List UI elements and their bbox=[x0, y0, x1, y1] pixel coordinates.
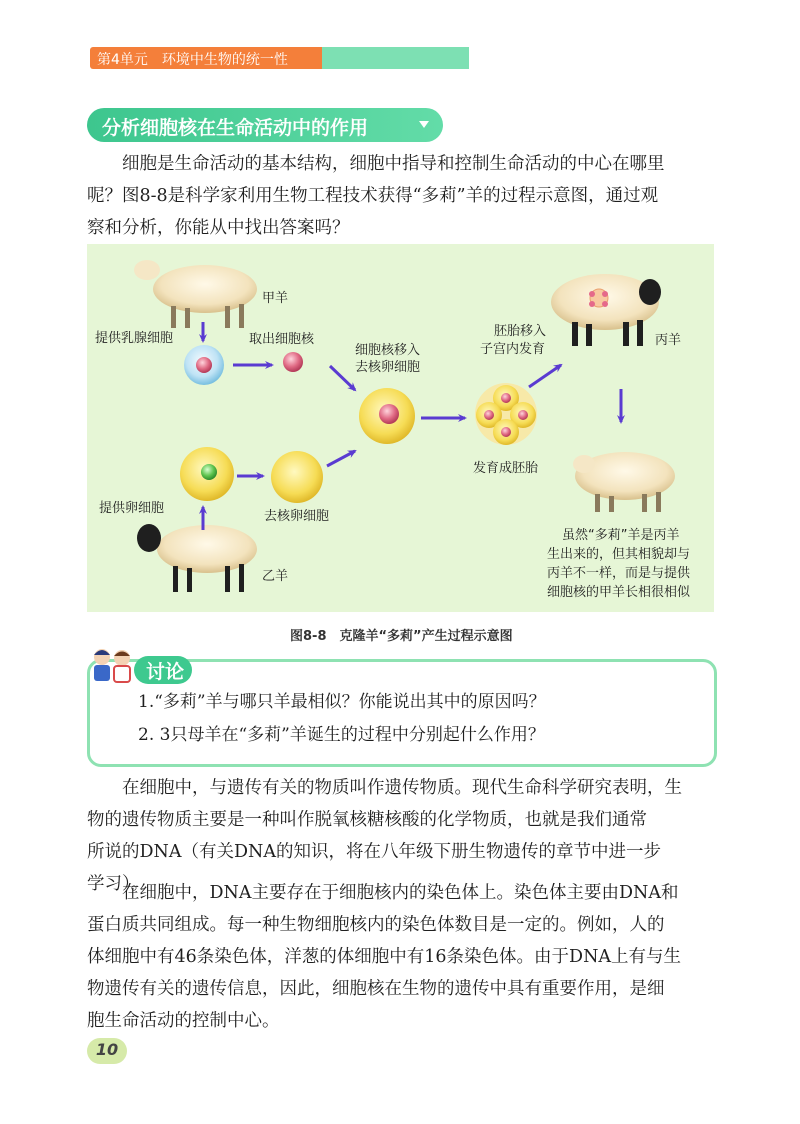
body1-line-2: 物的遗传物质主要是一种叫作脱氧核糖核酸的化学物质，也就是我们通常 bbox=[87, 810, 647, 830]
page-number: 10 bbox=[95, 1040, 119, 1059]
body-paragraph-2 bbox=[87, 877, 717, 1037]
dolly-note-line-3: 丙羊不一样，而是与提供 bbox=[547, 566, 691, 581]
body2-line-1: 在细胞中，DNA主要存在于细胞核内的染色体上。染色体主要由DNA和 bbox=[122, 883, 679, 903]
body2-line-5: 胞生命活动的控制中心。 bbox=[87, 1011, 280, 1031]
mammary-cell bbox=[184, 345, 224, 385]
intro-line-3: 察和分析，你能从中找出答案吗？ bbox=[87, 218, 350, 238]
discussion-question-1: 1.“多莉”羊与哪只羊最相似？你能说出其中的原因吗？ bbox=[138, 692, 546, 712]
label-sheep-c: 丙羊 bbox=[655, 333, 682, 348]
label-transfer-2: 去核卵细胞 bbox=[355, 360, 421, 375]
label-embryo-transfer-1: 胚胎移入 bbox=[494, 324, 547, 339]
label-embryo-transfer-2: 子宫内发育 bbox=[480, 342, 546, 357]
discussion-question-2: 2. 3只母羊在“多莉”羊诞生的过程中分别起什么作用？ bbox=[138, 725, 545, 745]
body2-line-3: 体细胞中有46条染色体，洋葱的体细胞中有16条染色体。由于DNA上有与生 bbox=[87, 947, 682, 967]
dolly-note-line-1: 虽然“多莉”羊是丙羊 bbox=[562, 528, 680, 543]
unit-label: 第4单元 bbox=[97, 52, 148, 68]
label-transfer-1: 细胞核移入 bbox=[355, 343, 421, 358]
sheep-a bbox=[134, 260, 257, 328]
label-provide-egg: 提供卵细胞 bbox=[99, 501, 165, 516]
figure-caption: 图8-8 克隆羊“多莉”产生过程示意图 bbox=[290, 629, 513, 644]
sheep-c bbox=[551, 274, 661, 346]
sheep-dolly bbox=[573, 452, 675, 512]
intro-line-2: 呢？图8-8是科学家利用生物工程技术获得“多莉”羊的过程示意图，通过观 bbox=[87, 186, 659, 206]
dolly-note bbox=[547, 526, 690, 602]
embryo bbox=[475, 383, 537, 445]
extracted-nucleus bbox=[283, 352, 303, 372]
sheep-b bbox=[137, 524, 257, 592]
cloning-diagram bbox=[87, 244, 714, 612]
intro-paragraph bbox=[87, 148, 717, 244]
label-enucleated-egg: 去核卵细胞 bbox=[264, 509, 330, 524]
label-develop-embryo: 发育成胚胎 bbox=[473, 461, 539, 476]
body1-line-3: 所说的DNA（有关DNA的知识，将在八年级下册生物遗传的章节中进一步 bbox=[87, 842, 661, 862]
body2-line-4: 物遗传有关的遗传信息，因此，细胞核在生物的遗传中具有重要作用，是细 bbox=[87, 979, 665, 999]
enucleated-egg bbox=[271, 451, 323, 503]
section-title: 分析细胞核在生命活动中的作用 bbox=[102, 117, 369, 139]
egg-cell bbox=[180, 447, 234, 501]
students-icon bbox=[88, 645, 136, 685]
label-sheep-a: 甲羊 bbox=[262, 291, 289, 306]
dolly-note-line-4: 细胞核的甲羊长相很相似 bbox=[547, 585, 691, 600]
label-provide-mammary: 提供乳腺细胞 bbox=[95, 331, 174, 346]
caret-down-icon bbox=[419, 121, 429, 128]
intro-line-1: 细胞是生命活动的基本结构，细胞中指导和控制生命活动的中心在哪里 bbox=[122, 154, 665, 174]
label-take-nucleus: 取出细胞核 bbox=[249, 332, 315, 347]
body1-line-4: 学习）。 bbox=[87, 874, 149, 894]
header-band-green bbox=[322, 47, 469, 69]
label-sheep-b: 乙羊 bbox=[262, 569, 289, 584]
reconstructed-egg bbox=[359, 388, 415, 444]
dolly-note-line-2: 生出来的，但其相貌却与 bbox=[547, 547, 691, 562]
unit-title: 环境中生物的统一性 bbox=[161, 52, 288, 68]
body1-line-1: 在细胞中，与遗传有关的物质叫作遗传物质。现代生命科学研究表明，生 bbox=[122, 778, 682, 798]
body2-line-2: 蛋白质共同组成。每一种生物细胞核内的染色体数目是一定的。例如，人的 bbox=[87, 915, 665, 935]
discussion-title: 讨论 bbox=[146, 661, 185, 683]
running-header bbox=[97, 49, 302, 69]
